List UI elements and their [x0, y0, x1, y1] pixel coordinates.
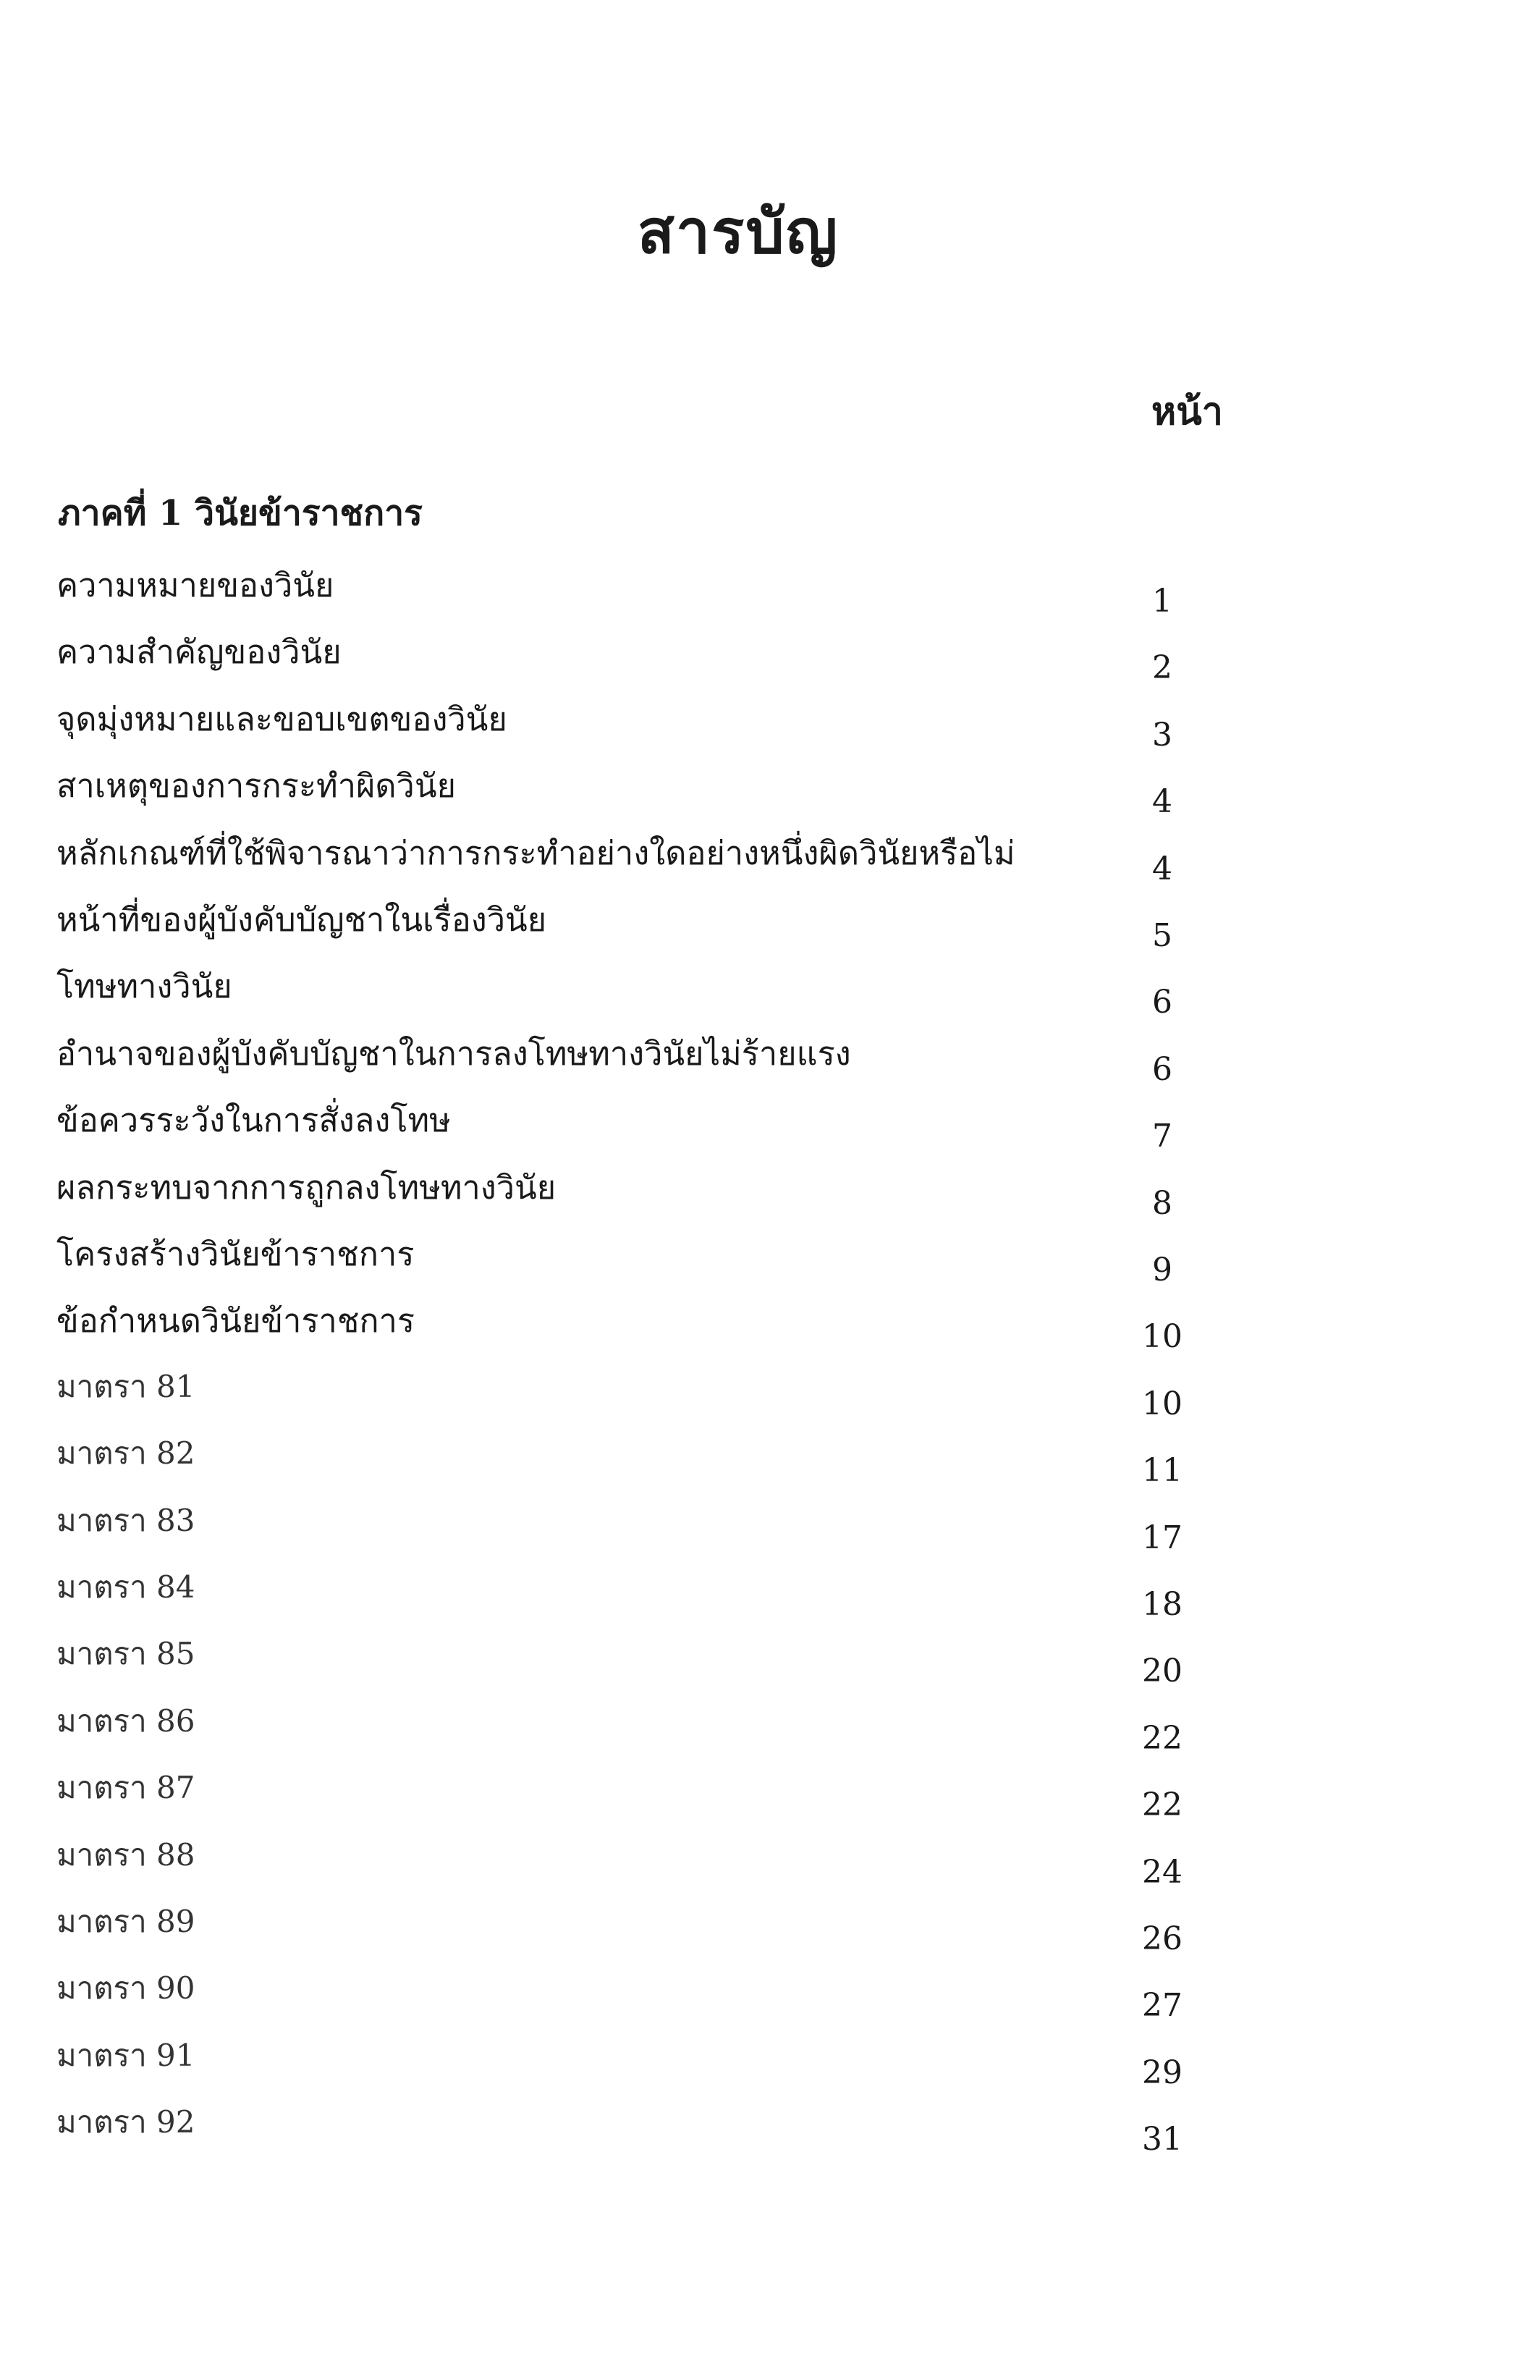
toc-entry-title: หน้าที่ของผู้บังคับบัญชาในเรื่องวินัย [56, 900, 547, 939]
toc-entry-page-number: 29 [1142, 2054, 1182, 2091]
toc-entry [0, 631, 1540, 698]
toc-entry-title: ผลกระทบจากการถูกลงโทษทางวินัย [56, 1168, 557, 1207]
toc-entry [0, 899, 1540, 966]
toc-entry-page-number: 24 [1142, 1853, 1182, 1891]
toc-entry [0, 1568, 1540, 1634]
toc-entry-title: มาตรา 92 [56, 2104, 195, 2140]
toc-entry-title: ความสำคัญของวินัย [56, 633, 342, 672]
toc-entry-page-number: 11 [1142, 1452, 1182, 1490]
toc-entry-title: โครงสร้างวินัยข้าราชการ [56, 1235, 415, 1273]
toc-entry-title: โทษทางวินัย [56, 967, 232, 1006]
toc-entry-page-number: 18 [1142, 1586, 1182, 1623]
toc-entry-page-number: 7 [1152, 1118, 1172, 1155]
toc-entry [0, 2103, 1540, 2169]
toc-entry-page-number: 22 [1142, 1719, 1182, 1757]
toc-entry-page-number: 9 [1152, 1252, 1172, 1288]
toc-entry-page-number: 6 [1152, 1050, 1172, 1088]
toc-entry-page-number: 17 [1142, 1519, 1182, 1556]
toc-entry [0, 832, 1540, 899]
toc-entry-title: มาตรา 87 [56, 1770, 195, 1806]
toc-entry-title: มาตรา 82 [56, 1435, 195, 1472]
toc-entry-title: มาตรา 84 [56, 1569, 195, 1605]
toc-entry-title: มาตรา 91 [56, 2037, 195, 2073]
toc-entry [0, 1300, 1540, 1367]
toc-entry-title: มาตรา 83 [56, 1502, 195, 1538]
toc-entry-title: จุดมุ่งหมายและขอบเขตของวินัย [56, 699, 507, 738]
toc-entry [0, 1367, 1540, 1434]
toc-entry-page-number: 22 [1142, 1786, 1182, 1824]
toc-entry [0, 1969, 1540, 2035]
toc-entry [0, 1501, 1540, 1568]
toc-entry-page-number: 20 [1142, 1653, 1182, 1690]
toc-entry [0, 565, 1540, 631]
toc-entry [0, 765, 1540, 832]
toc-entry-page-number: 27 [1142, 1987, 1182, 2025]
page-number-column-header: หน้า [1151, 389, 1223, 434]
toc-entry-page-number: 2 [1152, 649, 1172, 687]
toc-entry-page-number: 5 [1152, 917, 1172, 954]
toc-entry [0, 1902, 1540, 1969]
toc-entry [0, 1768, 1540, 1835]
toc-entry-title: สาเหตุของการกระทำผิดวินัย [56, 767, 456, 806]
toc-entry [0, 2036, 1540, 2103]
toc-entry [0, 1100, 1540, 1166]
toc-entry-title: มาตรา 89 [56, 1904, 195, 1939]
toc-entry-title: หลักเกณฑ์ที่ใช้พิจารณาว่าการกระทำอย่างใดอย่างหนึ่งผิดวินัยหรือไม่ [56, 833, 1015, 872]
toc-entry [0, 1033, 1540, 1100]
toc-entry [0, 1233, 1540, 1300]
toc-entry-page-number: 10 [1142, 1318, 1182, 1356]
toc-entry-title: มาตรา 85 [56, 1636, 195, 1672]
toc-entry-title: มาตรา 81 [56, 1368, 195, 1404]
section-heading: ภาคที่ 1 วินัยข้าราชการ [58, 493, 423, 533]
toc-entry-page-number: 3 [1152, 716, 1172, 754]
toc-entry-page-number: 8 [1152, 1184, 1172, 1222]
toc-entry-page-number: 31 [1142, 2121, 1182, 2159]
toc-entry-page-number: 10 [1142, 1385, 1182, 1422]
toc-entry-title: มาตรา 88 [56, 1836, 195, 1873]
toc-entry-page-number: 4 [1152, 783, 1172, 821]
toc-entry-title: อำนาจของผู้บังคับบัญชาในการลงโทษทางวินัยไม่ร้ายแรง [56, 1034, 851, 1073]
toc-entry [0, 1702, 1540, 1768]
toc-entry [0, 699, 1540, 765]
toc-entry [0, 1836, 1540, 1902]
toc-entry-title: มาตรา 86 [56, 1702, 195, 1739]
toc-entry-page-number: 6 [1152, 984, 1172, 1021]
toc-entry-title: ข้อกำหนดวินัยข้าราชการ [56, 1301, 415, 1341]
toc-entry [0, 966, 1540, 1032]
toc-entry-title: มาตรา 90 [56, 1970, 195, 2006]
toc-entry-page-number: 4 [1152, 850, 1172, 887]
page-title: สารบัญ [637, 195, 839, 267]
toc-entry-title: ความหมายของวินัย [56, 566, 334, 604]
toc-entry-page-number: 26 [1142, 1920, 1182, 1957]
toc-entry [0, 1634, 1540, 1701]
toc-entry-title: ข้อควรระวังในการสั่งลงโทษ [56, 1101, 451, 1140]
toc-entry-page-number: 1 [1152, 583, 1172, 620]
toc-entry [0, 1167, 1540, 1233]
toc-entry [0, 1434, 1540, 1501]
